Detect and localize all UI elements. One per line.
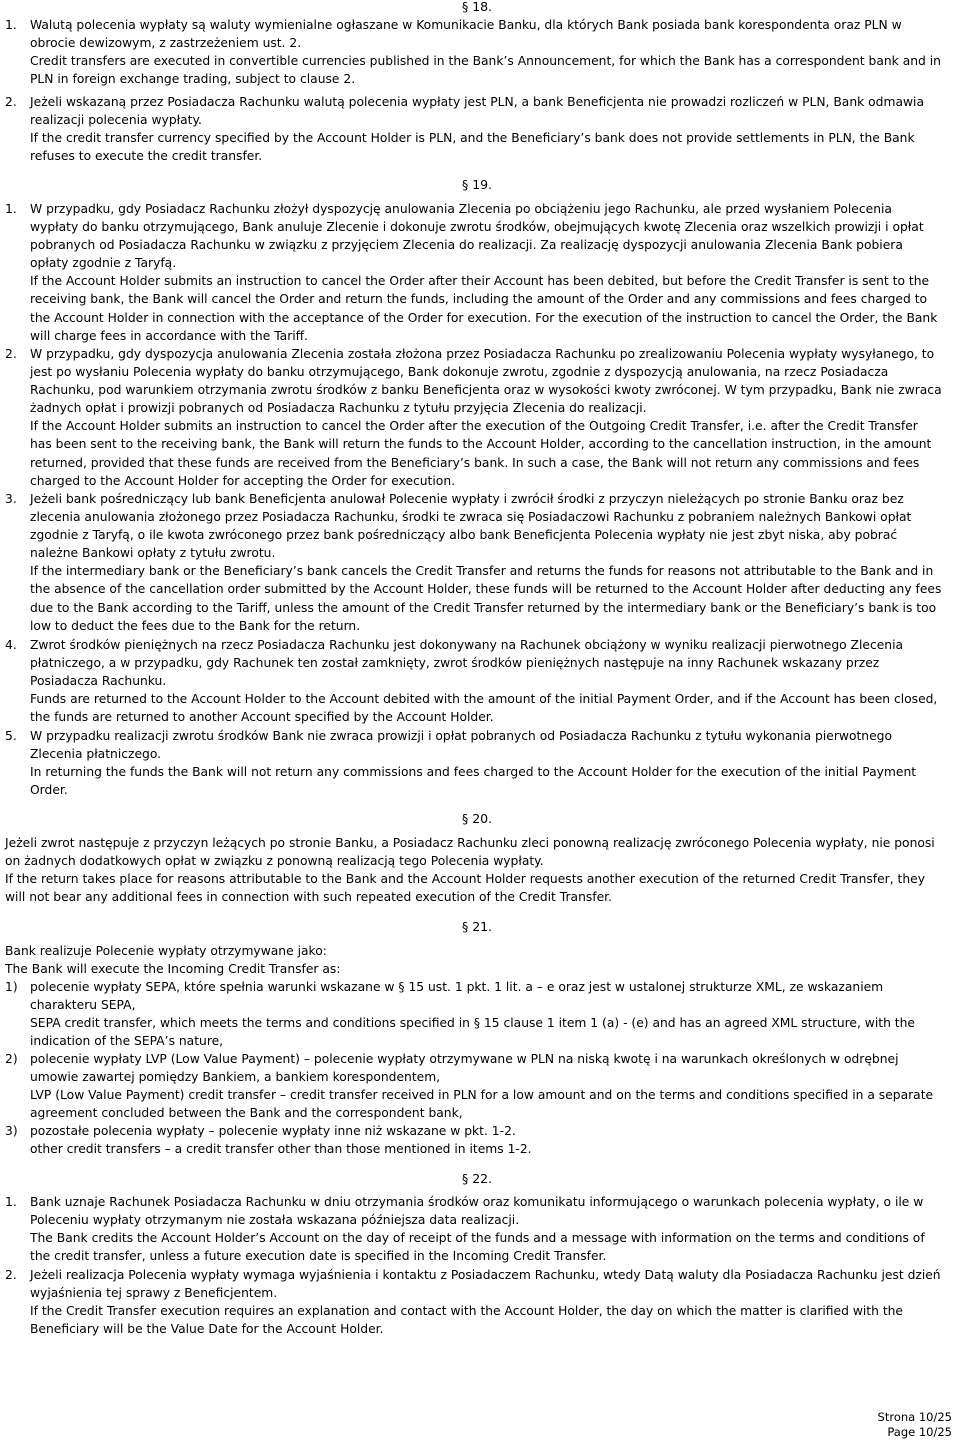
clause-text-en: Credit transfers are executed in convertible currencies published in the Bank’s Announcement, for which the Bank has a correspondent bank and in PLN in foreign exchange trading, subject to clause 2. xyxy=(30,54,941,87)
section-18-clause-2 xyxy=(5,93,942,165)
clause-number: 2. xyxy=(5,95,17,109)
clause-text-pl: Jeżeli bank pośredniczący lub bank Beneficjenta anulował Polecenie wypłaty i zwrócił środki z przyczyn nieleżących po stronie Banku oraz bez zlecenia anulowania złożonego przez Posiadacza Rachunku, środki te zwraca się Posiadaczowi Rachunku z pobraniem należnych Bankowi opłat zgodnie z Taryfą, o ile kwota zwróconego przez bank pośredniczący albo bank Beneficjenta Polecenia wypłaty nie jest zbyt niska, aby pobrać należne Bankowi opłaty z tytułu zwrotu. xyxy=(30,492,912,561)
section-21-point-1 xyxy=(5,978,942,1050)
section-heading-22: § 22. xyxy=(462,1171,493,1186)
page-number-en: Page 10/25 xyxy=(887,1425,952,1439)
section-19-clause-5 xyxy=(5,727,942,799)
section-19-clause-1 xyxy=(5,200,942,345)
section-18-clause-1 xyxy=(5,16,942,88)
clause-text-en: If the credit transfer currency specified by the Account Holder is PLN, and the Beneficiary’s bank does not provide settlements in PLN, the Bank refuses to execute the credit transfer. xyxy=(30,131,915,164)
point-number: 2) xyxy=(5,1052,18,1066)
clause-number: 3. xyxy=(5,492,17,506)
clause-text-en: If the Account Holder submits an instruction to cancel the Order after their Account has been debited, but before the Credit Transfer is sent to the receiving bank, the Bank will cancel the Order and return the funds, including the amount of the Order and any commissions and fees charged to the Account Holder in connection with the acceptance of the Order for execution. For the execution of the instruction to cancel the Order, the Bank will charge fees in accordance with the Tariff. xyxy=(30,274,938,343)
clause-text-pl: Jeżeli wskazaną przez Posiadacza Rachunku walutą polecenia wypłaty jest PLN, a bank Beneficjenta nie prowadzi rozliczeń w PLN, Bank odmawia realizacji polecenia wypłaty. xyxy=(30,95,924,128)
clause-text-en: Funds are returned to the Account Holder to the Account debited with the amount of the initial Payment Order, and if the Account has been closed, the funds are returned to another Account specified by the Account Holder. xyxy=(30,692,938,725)
section-21-intro-pl: Bank realizuje Polecenie wypłaty otrzymywane jako: xyxy=(5,944,327,958)
clause-text-pl: Walutą polecenia wypłaty są waluty wymienialne ogłaszane w Komunikacie Banku, dla których Bank posiada bank korespondenta oraz PLN w obrocie dewizowym, z zastrzeżeniem ust. 2. xyxy=(30,18,902,51)
clause-text-pl: Jeżeli realizacja Polecenia wypłaty wymaga wyjaśnienia i kontaktu z Posiadaczem Rachunku, wtedy Datą waluty dla Posiadacza Rachunku jest dzień wyjaśnienia tej sprawy z Beneficjentem. xyxy=(30,1268,941,1301)
section-heading-20: § 20. xyxy=(462,811,493,826)
clause-text-en: If the Account Holder submits an instruction to cancel the Order after the execution of the Outgoing Credit Transfer, i.e. after the Credit Transfer has been sent to the receiving bank, the Bank will return the funds to the Account Holder, according to the cancellation instruction, in the amount returned, provided that these funds are received from the Beneficiary’s bank. In such a case, the Bank will not return any commissions and fees charged to the Account Holder for accepting the Order for execution. xyxy=(30,419,932,488)
point-text-en: LVP (Low Value Payment) credit transfer – credit transfer received in PLN for a low amount and on the terms and conditions specified in a separate agreement concluded between the Bank and the correspondent bank, xyxy=(30,1088,934,1121)
point-text-pl: polecenie wypłaty SEPA, które spełnia warunki wskazane w § 15 ust. 1 pkt. 1 lit. a – e oraz jest w ustalonej strukturze XML, ze wskazaniem charakteru SEPA, xyxy=(30,980,884,1013)
point-number: 3) xyxy=(5,1124,18,1138)
clause-text-pl: Bank uznaje Rachunek Posiadacza Rachunku w dniu otrzymania środków oraz komunikatu informującego o warunkach polecenia wypłaty, o ile w Poleceniu wypłaty otrzymanym nie została wskazana późniejsza data realizacji. xyxy=(30,1195,924,1228)
page-number-pl: Strona 10/25 xyxy=(877,1410,952,1424)
clause-number: 5. xyxy=(5,729,17,743)
point-number: 1) xyxy=(5,980,18,994)
section-heading-18: § 18. xyxy=(462,0,493,14)
clause-number: 1. xyxy=(5,202,17,216)
clause-text-pl: W przypadku, gdy Posiadacz Rachunku złożył dyspozycję anulowania Zlecenia po obciążeniu jego Rachunku, ale przed wysłaniem Polecenia wypłaty do banku otrzymującego, Bank anuluje Zlecenie i dokonuje zwrotu środków, obejmujących kwotę Zlecenia oraz wszelkich prowizji i opłat pobranych od Posiadacza Rachunku w związku z przyjęciem Zlecenia do realizacji. Za realizację dyspozycji anulowania Zlecenia Bank pobiera opłaty zgodnie z Taryfą. xyxy=(30,202,924,271)
section-19-clause-3 xyxy=(5,490,942,635)
clause-number: 2. xyxy=(5,1268,17,1282)
clause-number: 2. xyxy=(5,347,17,361)
clause-text-pl: Zwrot środków pieniężnych na rzecz Posiadacza Rachunku jest dokonywany na Rachunek obciążony w wyniku realizacji pierwotnego Zlecenia płatniczego, a w przypadku, gdy Rachunek ten został zamknięty, zwrot środków pieniężnych następuje na inny Rachunek wskazany przez Posiadacza Rachunku. xyxy=(30,638,904,689)
clause-number: 1. xyxy=(5,1195,17,1209)
clause-number: 4. xyxy=(5,638,17,652)
section-19-clause-4 xyxy=(5,636,942,726)
section-21-point-2 xyxy=(5,1050,942,1122)
clause-text-en: If the Credit Transfer execution requires an explanation and contact with the Account Holder, the day on which the matter is clarified with the Beneficiary will be the Value Date for the Account Holder. xyxy=(30,1304,903,1337)
section-21-intro-en: The Bank will execute the Incoming Credit Transfer as: xyxy=(5,962,341,976)
clause-text-pl: W przypadku, gdy dyspozycja anulowania Zlecenia została złożona przez Posiadacza Rachunku po zrealizowaniu Polecenia wypłaty wysyłanego, to jest po wysłaniu Polecenia wypłaty do banku otrzymującego, Bank dokonuje zwrotu, zgodnie z dyspozycją anulowania, na rzecz Posiadacza Rachunku, pod warunkiem otrzymania zwrotu środków z banku Beneficjenta oraz w wysokości kwoty zwróconej. W tym przypadku, Bank nie zwraca żadnych opłat i prowizji pobranych od Posiadacza Rachunku z tytułu przyjęcia Zlecenia do realizacji. xyxy=(30,347,942,416)
section-21-point-3 xyxy=(5,1122,942,1158)
section-19-clause-2 xyxy=(5,345,942,490)
point-text-pl: pozostałe polecenia wypłaty – polecenie wypłaty inne niż wskazane w pkt. 1-2. xyxy=(30,1124,516,1138)
clause-number: 1. xyxy=(5,18,17,32)
point-text-pl: polecenie wypłaty LVP (Low Value Payment) – polecenie wypłaty otrzymywane w PLN na niską kwotę i na warunkach określonych w odrębnej umowie zawartej pomiędzy Bankiem, a bankiem korespondentem, xyxy=(30,1052,899,1085)
page-footer xyxy=(878,1410,952,1440)
clause-text-en: In returning the funds the Bank will not return any commissions and fees charged to the Account Holder for the execution of the initial Payment Order. xyxy=(30,765,917,798)
section-22-clause-2 xyxy=(5,1266,942,1338)
point-text-en: SEPA credit transfer, which meets the terms and conditions specified in § 15 clause 1 item 1 (a) - (e) and has an agreed XML structure, with the indication of the SEPA’s nature, xyxy=(30,1016,915,1049)
point-text-en: other credit transfers – a credit transfer other than those mentioned in items 1-2. xyxy=(30,1142,532,1157)
section-heading-19: § 19. xyxy=(462,177,493,192)
section-heading-21: § 21. xyxy=(462,919,493,934)
section-22-clause-1 xyxy=(5,1193,942,1265)
section-20-text-en: If the return takes place for reasons attributable to the Bank and the Account Holder requests another execution of the returned Credit Transfer, they will not bear any additional fees in connection with such repeated execution of the Credit Transfer. xyxy=(5,872,926,905)
clause-text-pl: W przypadku realizacji zwrotu środków Bank nie zwraca prowizji i opłat pobranych od Posiadacza Rachunku z tytułu wykonania pierwotnego Zlecenia płatniczego. xyxy=(30,729,892,762)
clause-text-en: The Bank credits the Account Holder’s Account on the day of receipt of the funds and a message with information on the terms and conditions of the credit transfer, unless a future execution date is specified in the Incoming Credit Transfer. xyxy=(30,1231,925,1264)
clause-text-en: If the intermediary bank or the Beneficiary’s bank cancels the Credit Transfer and returns the funds for reasons not attributable to the Bank and in the absence of the cancellation order submitted by the Account Holder, these funds will be returned to the Account Holder after deducting any fees due to the Bank according to the Tariff, unless the amount of the Credit Transfer returned by the intermediary bank or the Beneficiary’s bank is too low to deduct the fees due to the Bank for the return. xyxy=(30,564,942,633)
section-20-text-pl: Jeżeli zwrot następuje z przyczyn leżących po stronie Banku, a Posiadacz Rachunku zleci ponowną realizację zwróconego Polecenia wypłaty, nie ponosi on żadnych dodatkowych opłat w związku z ponowną realizacją tego Polecenia wypłaty. xyxy=(5,836,935,869)
